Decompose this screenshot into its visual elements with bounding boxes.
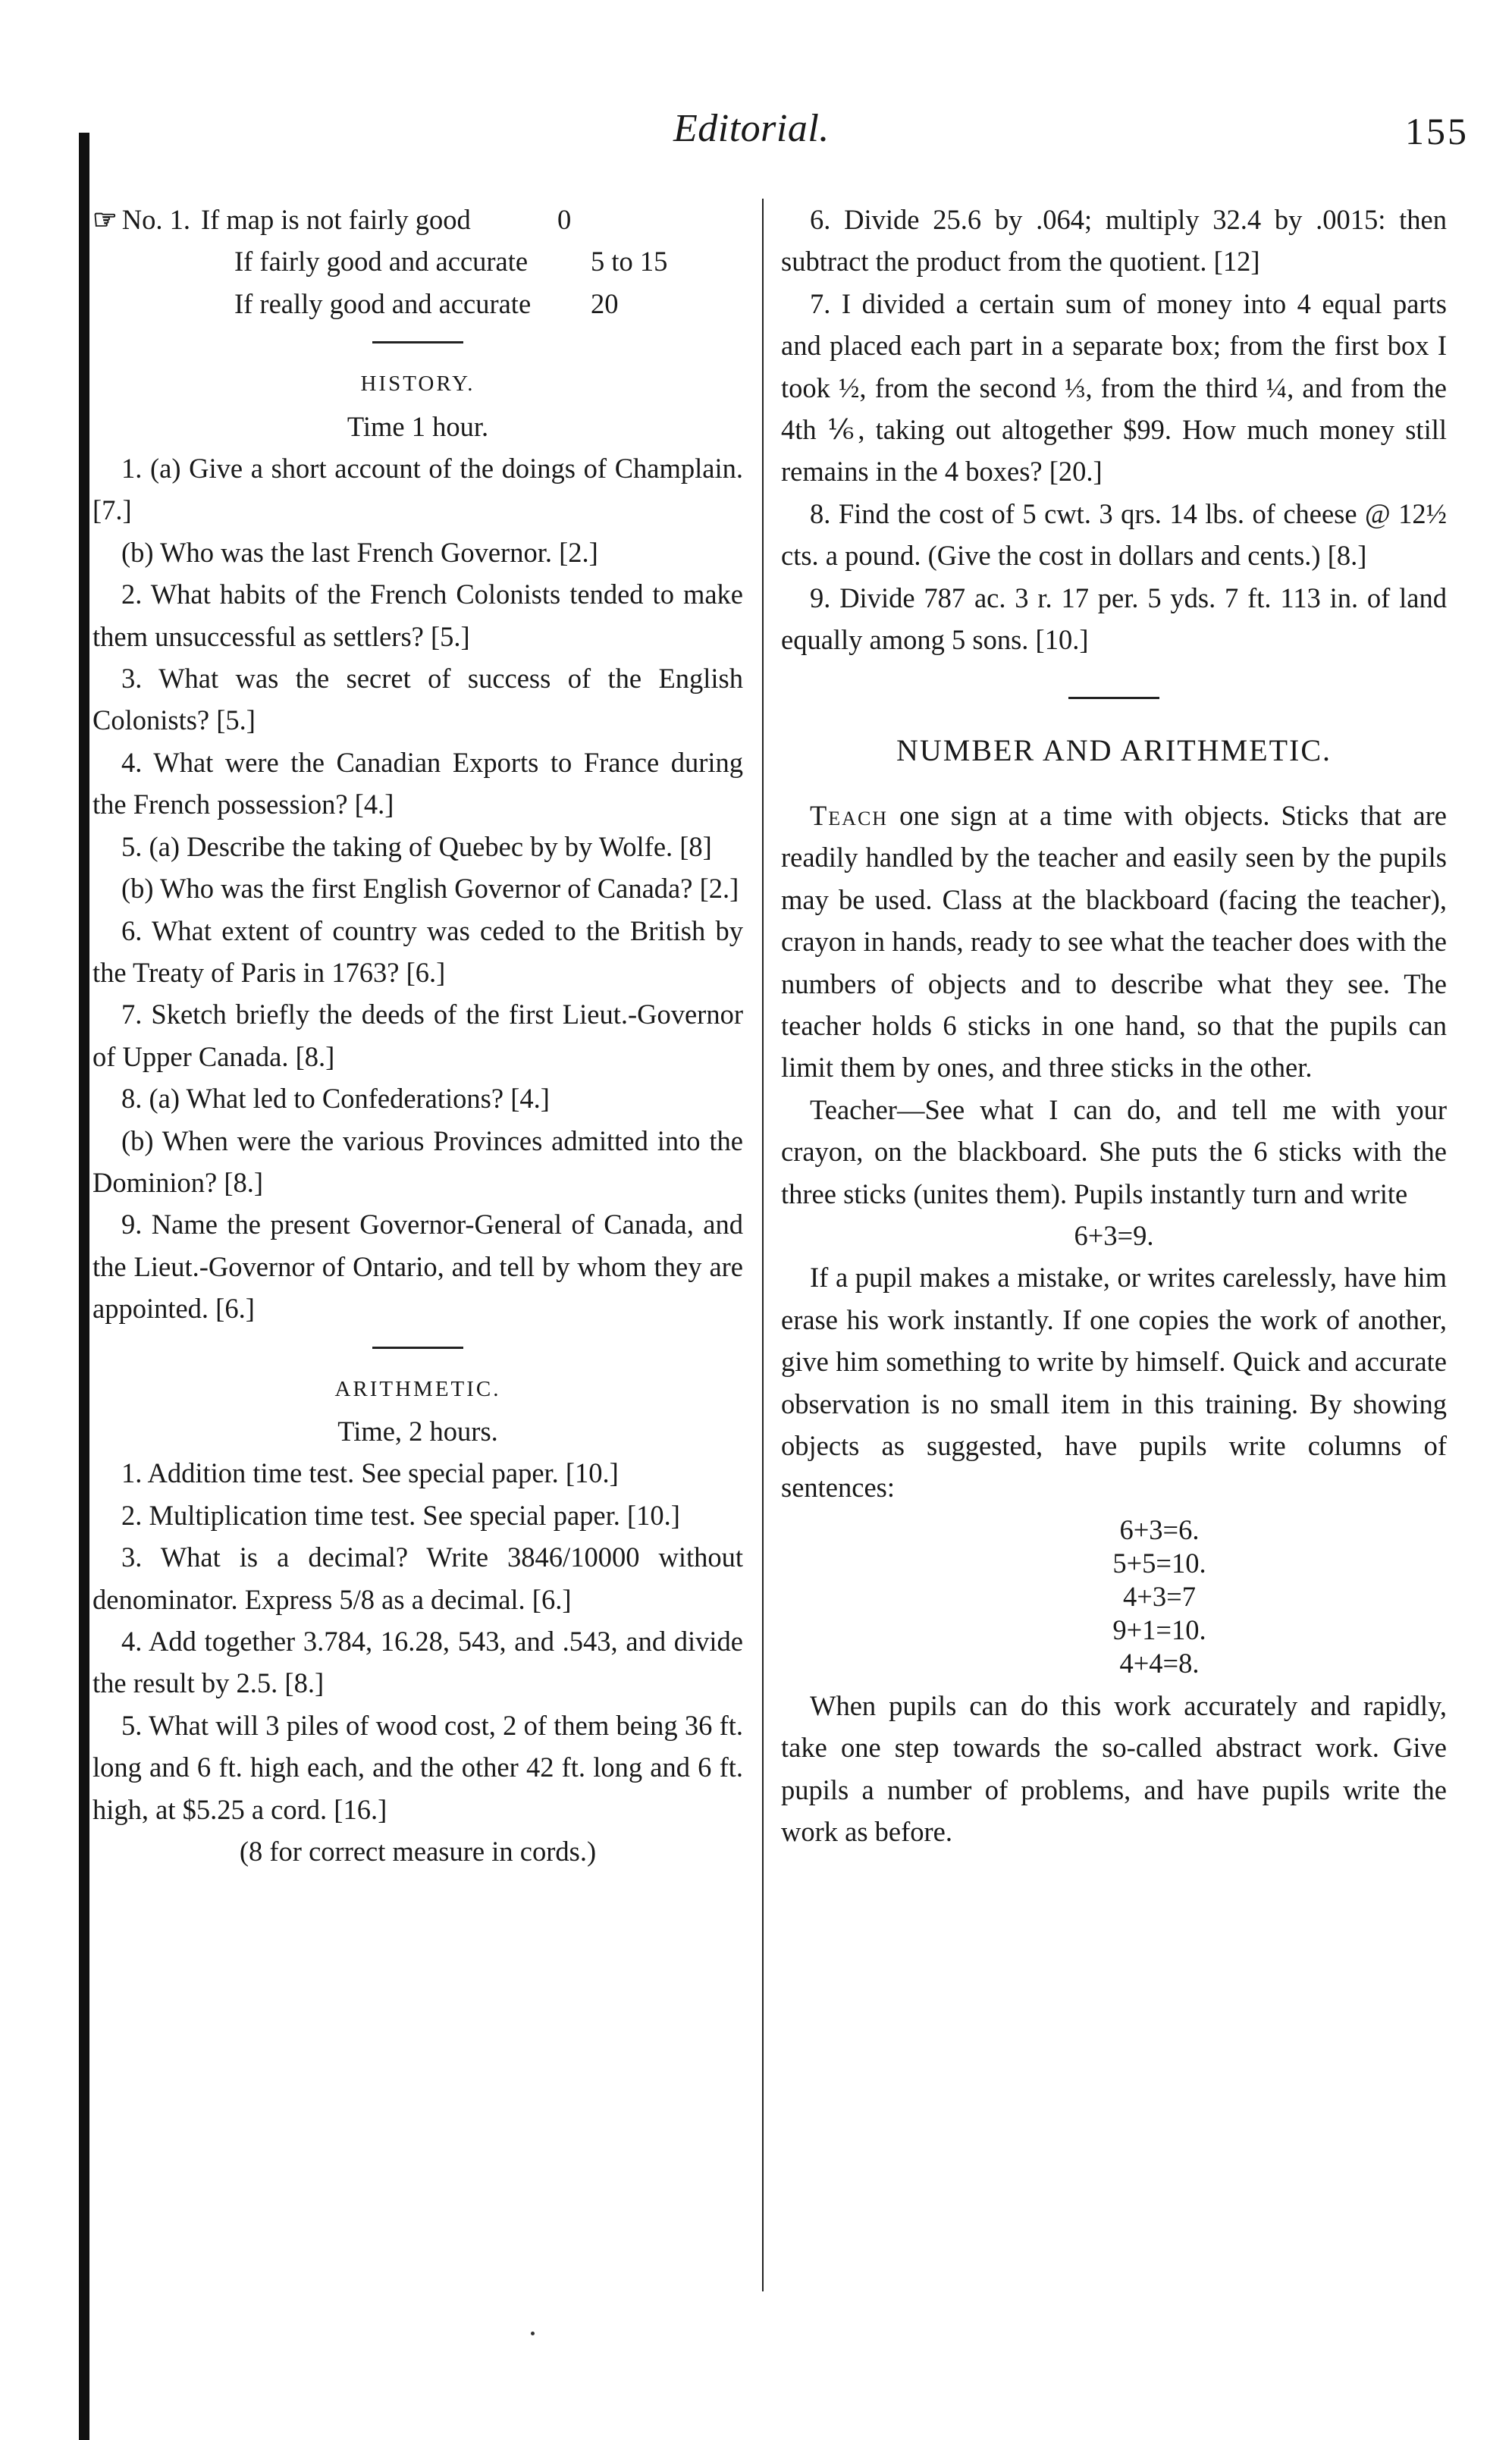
paragraph-lead-word: Teach: [810, 799, 889, 831]
marking-value: 0: [557, 204, 572, 235]
article-paragraph: When pupils can do this work accurately and rapidly, take one step towards the so-called abstract work. Give pupils a number of problems, and have pupils write the work as before.: [781, 1689, 1447, 1847]
history-question: 7. Sketch briefly the deeds of the first Lieut.-Governor of Upper Canada. [8.]: [93, 999, 743, 1072]
arithmetic-note: (8 for correct measure in cords.): [239, 1836, 597, 1868]
arithmetic-question: 2. Multiplication time test. See special paper. [10.]: [121, 1499, 680, 1531]
arithmetic-question: 3. What is a decimal? Write 3846/10000 without denominator. Express 5/8 as a decimal. [6.]: [93, 1541, 743, 1615]
history-time: Time 1 hour.: [347, 410, 489, 442]
article-paragraph: Teacher—See what I can do, and tell me with your crayon, on the blackboard. She puts the 6 sticks with the three sticks (unites them). Pupils instantly turn and write: [781, 1093, 1447, 1209]
arithmetic-heading: ARITHMETIC.: [334, 1376, 501, 1401]
section-rule: [372, 341, 463, 343]
running-header: [89, 106, 1469, 167]
history-question: (b) Who was the first English Governor of Canada? [2.]: [121, 873, 739, 905]
right-column: [781, 199, 1447, 1852]
marking-value: 5 to 15: [591, 246, 668, 278]
arithmetic-question: 9. Divide 787 ac. 3 r. 17 per. 5 yds. 7 ft. 113 in. of land equally among 5 sons. [10.]: [781, 582, 1447, 656]
equation: 5+5=10.: [1112, 1547, 1206, 1579]
arithmetic-question: 4. Add together 3.784, 16.28, 543, and .543, and divide the result by 2.5. [8.]: [93, 1626, 743, 1699]
page-number: 155: [1405, 110, 1469, 152]
equation: 6+3=9.: [1074, 1219, 1154, 1251]
page-spine-shadow: [79, 133, 89, 2440]
equation: 4+3=7: [1123, 1580, 1196, 1612]
column-divider: [762, 199, 764, 2291]
history-question: (b) Who was the last French Governor. [2.]: [121, 536, 598, 568]
equation: 9+1=10.: [1112, 1614, 1206, 1645]
marking-text: If map is not fairly good: [200, 204, 471, 235]
marking-value: 20: [591, 287, 619, 319]
map-marking-scheme: [93, 199, 743, 325]
heading-spacer: [781, 772, 1447, 795]
marking-text: If really good and accurate: [234, 287, 532, 319]
history-question: 2. What habits of the French Colonists tended to make them unsuccessful as settlers? [5.]: [93, 579, 743, 652]
history-heading: HISTORY.: [360, 372, 475, 397]
history-question: 9. Name the present Governor-General of Canada, and the Lieut.-Governor of Ontario, and tell by whom they are appointed. [6.]: [93, 1209, 743, 1325]
history-question: 5. (a) Describe the taking of Quebec by by Wolfe. [8]: [121, 830, 712, 862]
equation-column: [781, 1513, 1447, 1680]
section-rule: [372, 1347, 463, 1349]
article-paragraph: If a pupil makes a mistake, or writes carelessly, have him erase his work instantly. If one copies the work of another, give him something to write by himself. Quick and accurate observation is no small item in this training. By showing objects as suggested, have pupils write columns of sentences:: [781, 1262, 1447, 1504]
marking-row: [93, 199, 743, 240]
arithmetic-question: 8. Find the cost of 5 cwt. 3 qrs. 14 lbs. of cheese @ 12½ cts. a pound. (Give the cost in dollars and cents.) [8.]: [781, 497, 1447, 572]
print-speck: [531, 2332, 535, 2335]
number-arithmetic-heading: NUMBER AND ARITHMETIC.: [896, 733, 1332, 768]
equation: 4+4=8.: [1119, 1647, 1200, 1679]
left-column: [93, 199, 743, 1872]
arithmetic-question: 5. What will 3 piles of wood cost, 2 of them being 36 ft. long and 6 ft. high each, and the other 42 ft. long and 6 ft. high, at $5.25 a cord. [16.]: [93, 1709, 743, 1825]
article-paragraph: [781, 795, 1447, 1089]
pointing-hand-icon: ☞: [93, 204, 118, 235]
marking-row: [93, 240, 743, 282]
history-question: 8. (a) What led to Confederations? [4.]: [121, 1083, 550, 1115]
paragraph-text: one sign at a time with objects. Sticks that are readily handled by the teacher and easily seen by the pupils may be used. Class at the blackboard (facing the teacher), crayon in hands, ready to see what the teacher does with the numbers of objects and to describe what they see. The teacher holds 6 sticks in one hand, so that the pupils can limit them by ones, and three sticks in the other.: [781, 799, 1447, 1084]
history-question: (b) When were the various Provinces admitted into the Dominion? [8.]: [93, 1124, 743, 1198]
arithmetic-question: 1. Addition time test. See special paper. [10.]: [121, 1457, 619, 1489]
arithmetic-question: 6. Divide 25.6 by .064; multiply 32.4 by .0015: then subtract the product from the quotient. [12]: [781, 204, 1447, 278]
section-rule: [1068, 697, 1159, 699]
history-question: 3. What was the secret of success of the English Colonists? [5.]: [93, 663, 743, 736]
arithmetic-question: 7. I divided a certain sum of money into 4 equal parts and placed each part in a separate box; from the first box I took ½, from the second ⅓, from the third ¼, and from the 4th ⅙, taking out altogether $99. How much money still remains in the 4 boxes? [20.]: [781, 287, 1447, 488]
marking-label: No. 1.: [121, 204, 190, 235]
header-title: Editorial.: [673, 107, 830, 150]
history-question: 4. What were the Canadian Exports to France during the French possession? [4.]: [93, 746, 743, 820]
history-question: 1. (a) Give a short account of the doings of Champlain. [7.]: [93, 453, 743, 526]
history-question: 6. What extent of country was ceded to the British by the Treaty of Paris in 1763? [6.]: [93, 914, 743, 988]
marking-text: If fairly good and accurate: [234, 246, 529, 278]
equation: 6+3=6.: [1119, 1513, 1200, 1545]
marking-row: [93, 283, 743, 325]
arithmetic-time: Time, 2 hours.: [337, 1415, 498, 1447]
